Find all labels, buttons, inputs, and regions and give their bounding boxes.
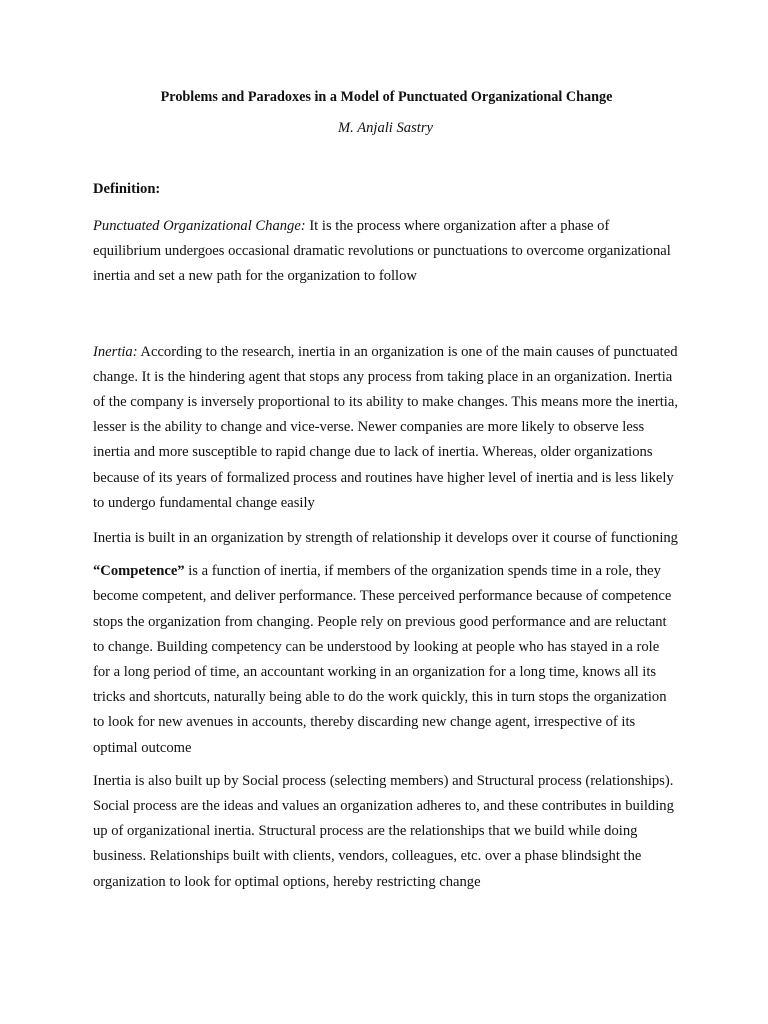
- paragraph-text: It is the process where organization after a phase of equilibrium undergoes occasional dramatic revolutions or punctuations to overcome organizational inertia and set a new path for the organization to follow: [93, 218, 671, 285]
- paragraph-text: is a function of inertia, if members of the organization spends time in a role, they become competent, and deliver performance. These perceived performance because of competence stops the organization from changing. People rely on previous good performance and are reluctant to change. Building competency can be understood by looking at people who has stayed in a role for a long period of time, an accountant working in an organization for a long time, knows all its tricks and shortcuts, naturally being able to do the work quickly, this in turn stops the organization to look for new avenues in accounts, thereby discarding new change agent, irrespective of its optimal outcome: [93, 563, 672, 756]
- term-competence: “Competence”: [93, 563, 185, 580]
- paragraph-inertia-built: [93, 526, 678, 551]
- term-punctuated-change: Punctuated Organizational Change:: [93, 218, 306, 234]
- section-heading-definition: Definition:: [93, 181, 161, 197]
- paragraph-text: Inertia is built in an organization by strength of relationship it develops over it course of functioning: [93, 530, 678, 547]
- paragraph-inertia: [93, 340, 678, 516]
- document-title: Problems and Paradoxes in a Model of Punctuated Organizational Change: [160, 89, 613, 105]
- paragraph-social-structural: [93, 769, 678, 895]
- paragraph-punctuated-change: [93, 214, 678, 290]
- term-inertia: Inertia:: [93, 343, 138, 360]
- document-author: M. Anjali Sastry: [338, 120, 433, 136]
- paragraph-competence: [93, 559, 678, 761]
- paragraph-text: Inertia is also built up by Social process (selecting members) and Structural process (relationships). Social process are the ideas and values an organization adheres to, and these contributes in building up of organizational inertia. Structural process are the relationships that we build while doing business. Relationships built with clients, vendors, colleagues, etc. over a phase blindsight the organization to look for optimal options, hereby restricting change: [93, 772, 674, 890]
- paragraph-text: According to the research, inertia in an organization is one of the main causes of punctuated change. It is the hindering agent that stops any process from taking place in an organization. Inertia of the company is inversely proportional to its ability to make changes. This means more the inertia, lesser is the ability to change and vice-verse. Newer companies are more likely to observe less inertia and more susceptible to rapid change due to lack of inertia. Whereas, older organizations because of its years of formalized process and routines have higher level of inertia and is less likely to undergo fundamental change easily: [93, 343, 678, 511]
